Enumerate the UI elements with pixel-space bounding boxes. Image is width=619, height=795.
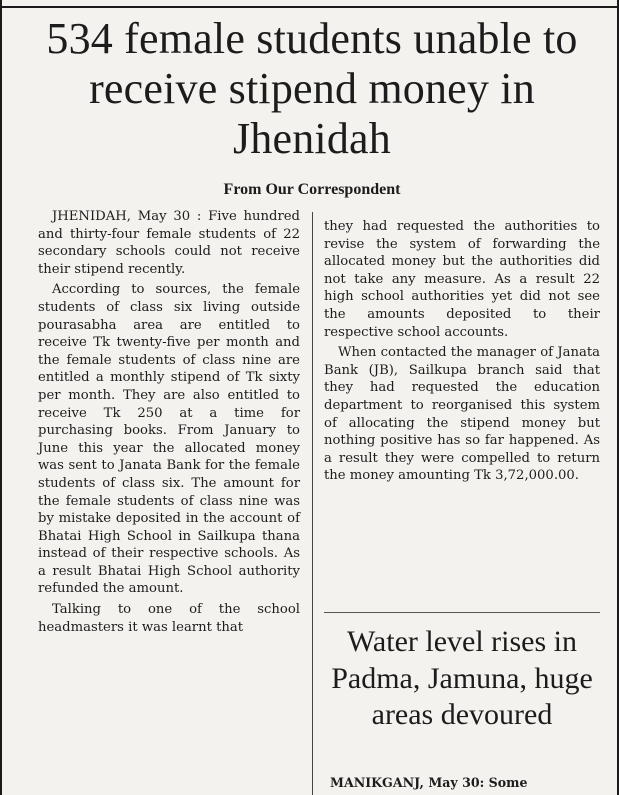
paragraph: According to sources, the female students of class six living outside pourasabha area are entitled to receive Tk twenty-five per month and the female students of class nine are entitled a monthly stipend of Tk sixty per month. They are also entitled to receive Tk 250 at a time for purchasing books. From January to June this year the allocated money was sent to Janata Bank for the female students of class six. The amount for the female students of class nine was by mistake deposited in the account of Bhatai High School in Sailkupa thana instead of their respective schools. As a result Bhatai High School authority refunded the amount. <box>38 282 300 597</box>
paragraph: they had requested the authorities to revise the system of forwarding the allocated money but the authorities did not take any measure. As a result 22 high school authorities yet did not see the amounts deposited to their respective school accounts. <box>324 219 600 340</box>
paragraph: Talking to one of the school headmasters it was learnt that <box>38 602 300 635</box>
paragraph: When contacted the manager of Janata Bank (JB), Sailkupa branch said that they had requested the education department to reorganised this system of allocating the stipend money but nothing positive has so far happened. As a result they were compelled to return the money amounting Tk 3,72,000.00. <box>324 345 600 484</box>
paragraph: JHENIDAH, May 30 : Five hundred and thirty-four female students of 22 secondary schools could not receive their stipend recently. <box>38 209 300 277</box>
article-column-left <box>38 208 300 768</box>
column-divider <box>312 212 313 795</box>
article-separator <box>324 612 600 613</box>
second-article-headline: Water level rises in Padma, Jamuna, huge areas devoured <box>331 625 593 731</box>
article-byline: From Our Correspondent <box>223 181 401 198</box>
article-column-right <box>324 218 600 598</box>
second-article-dateline: MANIKGANJ, May 30: Some <box>330 775 528 790</box>
article-headline: 534 female students unable to receive stipend money in Jhenidah <box>46 14 578 163</box>
top-rule <box>2 6 619 8</box>
